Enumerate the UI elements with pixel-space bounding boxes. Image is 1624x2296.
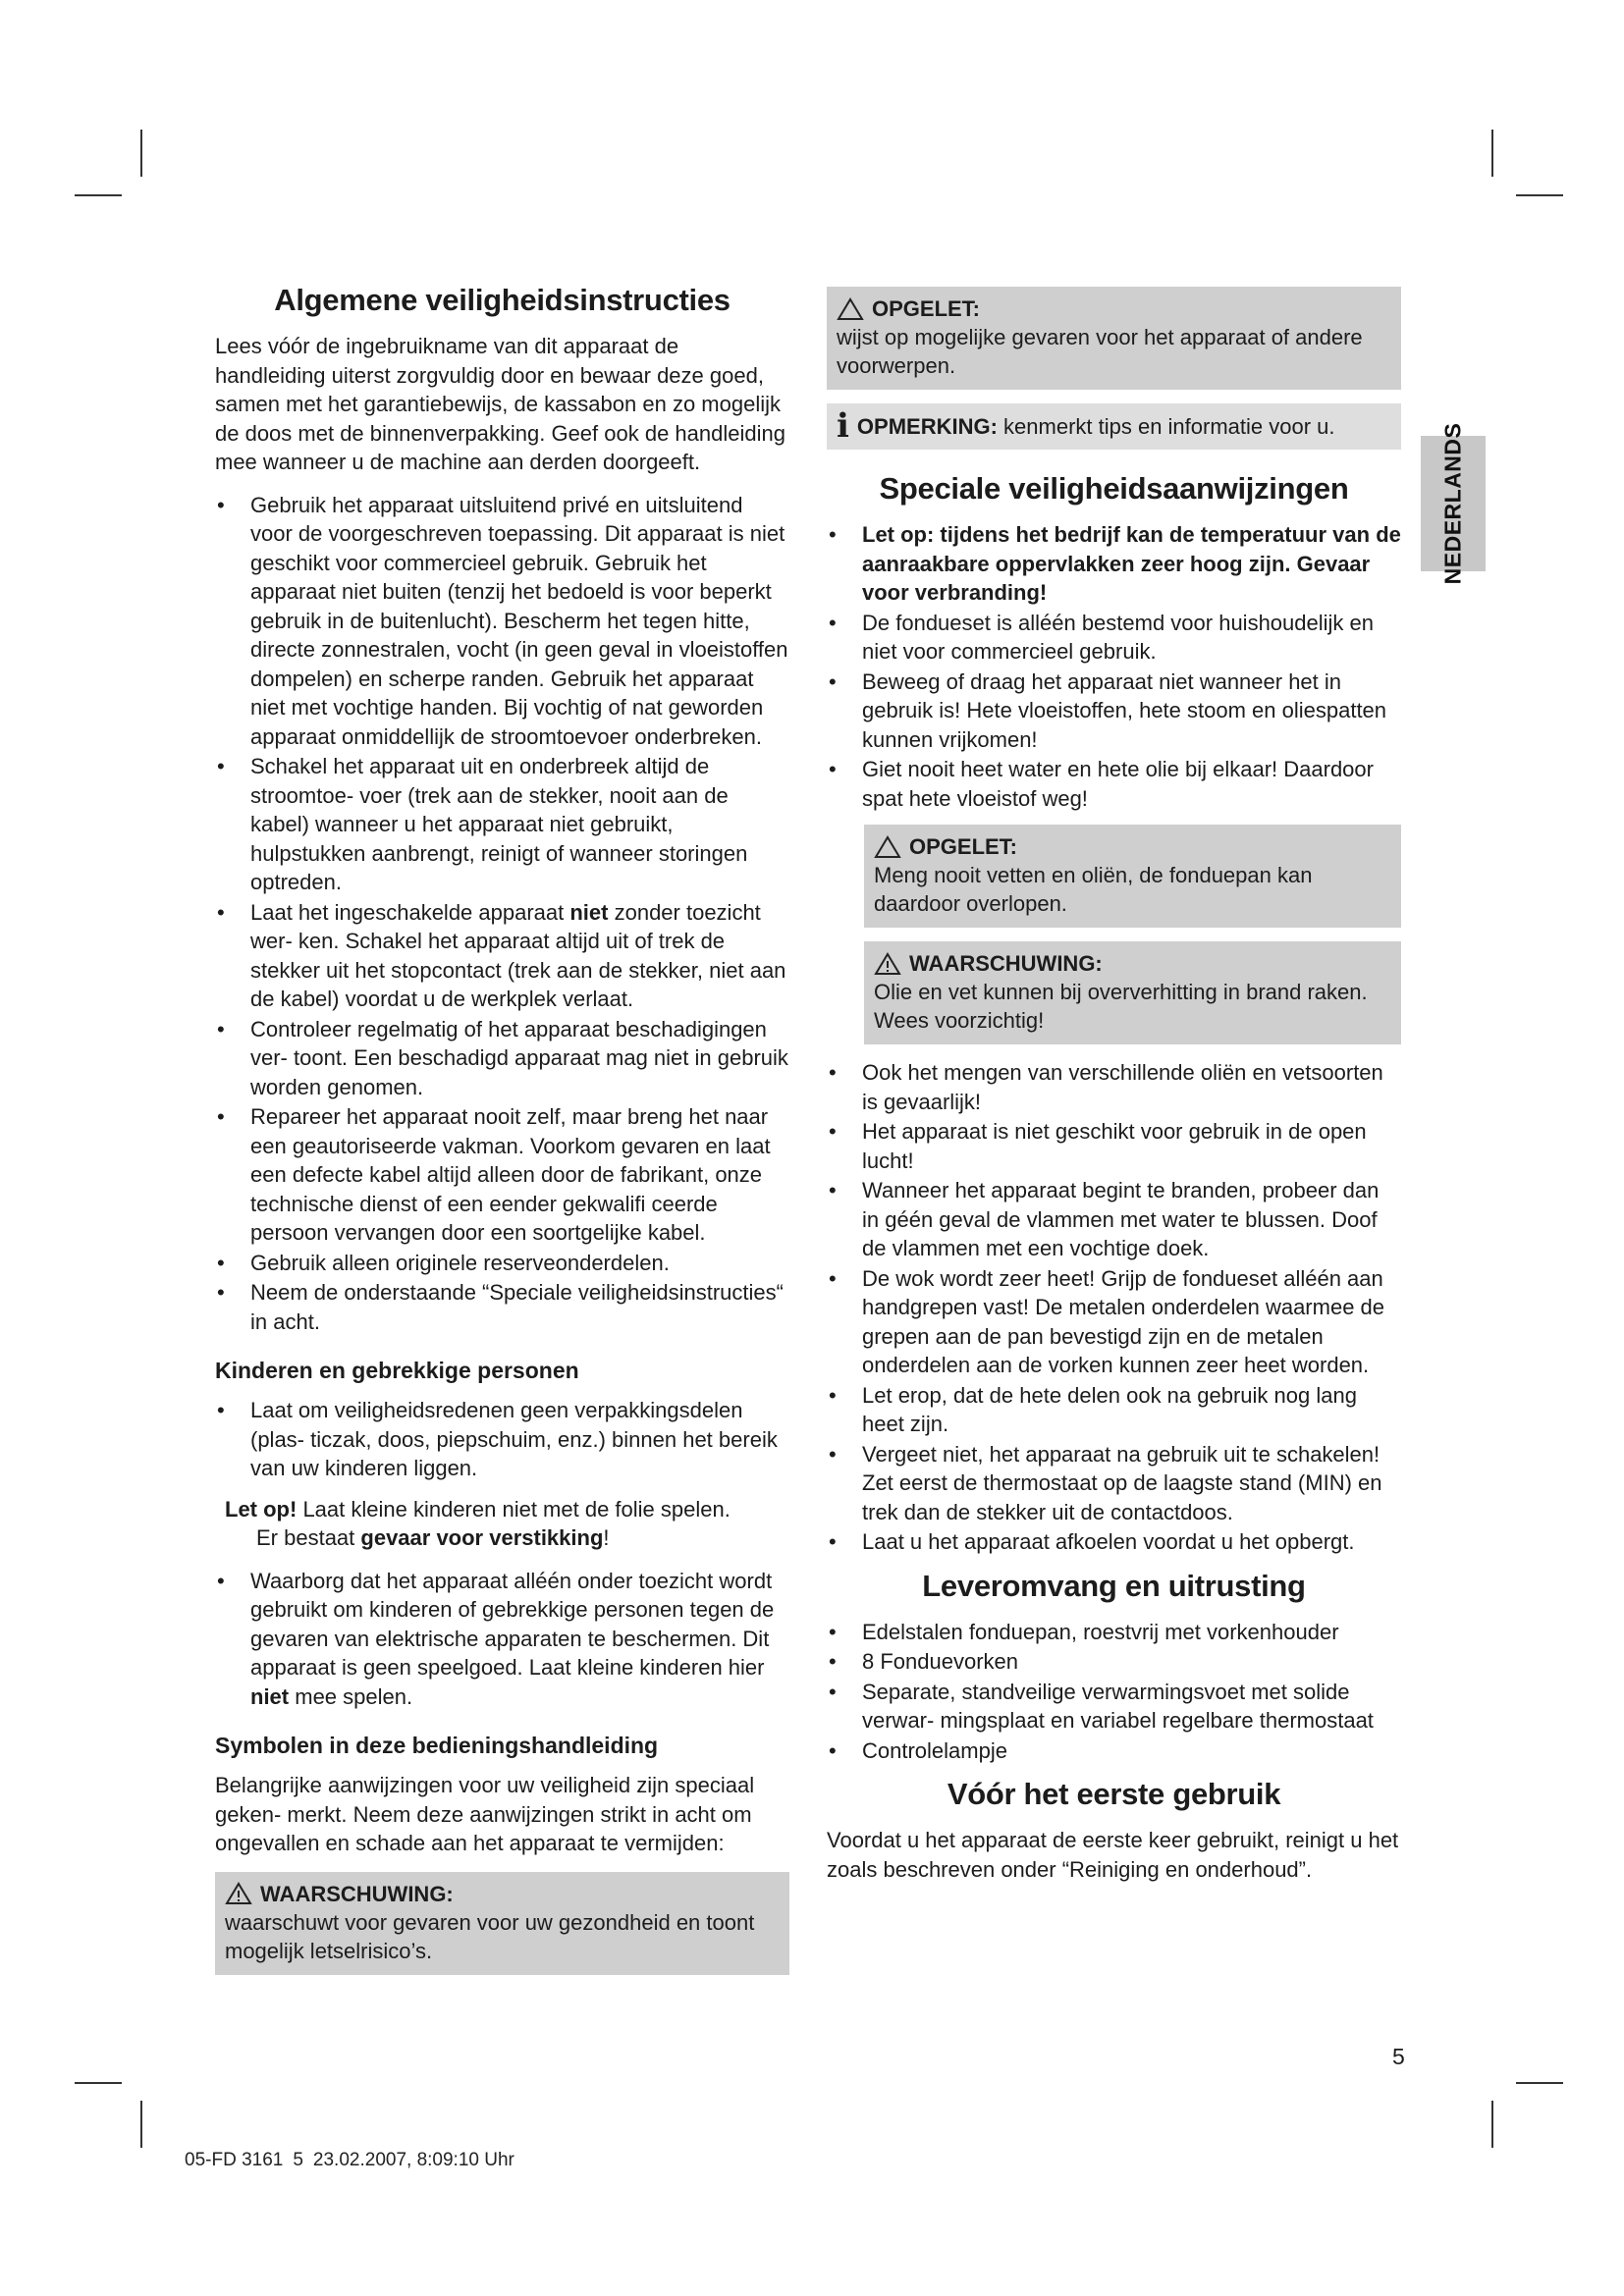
section-title-scope: Leveromvang en uitrusting: [922, 1568, 1306, 1603]
bullet-icon: •: [217, 899, 225, 925]
crop-mark: [1491, 2101, 1493, 2148]
safety-bullet-list: [215, 491, 789, 1337]
list-item: • Gebruik het apparaat uitsluitend privé en uitsluitend voor de voorgeschreven toepassing. Dit apparaat is niet geschikt voor commercieel gebruik. Gebruik het apparaat niet buiten (tenzij het bedoeld is voor beperkt gebruik in de buitenlucht). Bescherm het tegen hitte, directe zonnestralen, vocht (in geen geval in vloeistoffen dompelen) en scherpe randen. Gebruik het apparaat niet met vochtige handen. Bij vochtig of nat geworden apparaat onmiddellijk de stroomtoevoer onderbreken.: [217, 492, 788, 749]
subheading-children: Kinderen en gebrekkige personen: [215, 1358, 579, 1383]
bullet-icon: •: [829, 1679, 837, 1704]
list-item: • 8 Fonduevorken: [827, 1647, 1401, 1677]
bullet-icon: •: [217, 492, 225, 517]
list-item: • Giet nooit heet water en hete olie bij elkaar! Daardoor spat hete vloeistof weg!: [829, 757, 1374, 811]
children-bullet-list-2: [215, 1567, 789, 1712]
bullet-icon: •: [829, 1178, 837, 1202]
subheading-symbols: Symbolen in deze bedieningshandleiding: [215, 1733, 659, 1758]
warning-triangle-icon: [874, 952, 901, 976]
caution-box-2: OPGELET: Meng nooit vetten en oliën, de fonduepan kan daardoor overlopen.: [864, 825, 1401, 928]
section-title-special-safety: Speciale veiligheidsaanwijzingen: [879, 471, 1349, 506]
bullet-icon: •: [829, 610, 837, 635]
bullet-icon: •: [217, 1250, 225, 1275]
let-op-note: Let op! Laat kleine kinderen niet met de folie spelen. Er bestaat gevaar voor verstikking!: [225, 1496, 731, 1550]
print-footer: 05-FD 3161 5 23.02.2007, 8:09:10 Uhr: [185, 2150, 514, 2170]
warning-triangle-icon: [225, 1882, 252, 1905]
bullet-icon: •: [829, 1737, 837, 1763]
warning-box: WAARSCHUWING: waarschuwt voor gevaren voor uw gezondheid en toont mogelijk letselrisico’s.: [215, 1872, 789, 1975]
note-box: iOPMERKING: kenmerkt tips en informatie voor u.: [827, 403, 1401, 450]
list-item: • Beweeg of draag het apparaat niet wanneer het in gebruik is! Hete vloeistoffen, hete stoom en oliespatten kunnen vrijkomen!: [829, 668, 1387, 752]
bullet-icon: •: [829, 1649, 837, 1674]
right-column: [827, 287, 1401, 1897]
bullet-icon: •: [217, 1568, 225, 1593]
bullet-icon: •: [829, 1441, 837, 1467]
list-item: • Het apparaat is niet geschikt voor gebruik in de open lucht!: [829, 1119, 1367, 1173]
list-item: • Laat u het apparaat afkoelen voordat u het opbergt.: [827, 1527, 1401, 1557]
list-item: • Let op: tijdens het bedrijf kan de temperatuur van de aanraakbare oppervlakken zeer hoog zijn. Gevaar voor verbranding!: [829, 522, 1401, 605]
bullet-icon: •: [217, 1016, 225, 1041]
caution-triangle-icon: [837, 297, 864, 321]
list-item: • Schakel het apparaat uit en onderbreek altijd de stroomtoe- voer (trek aan de stekker, nooit aan de kabel) wanneer u het apparaat niet gebruikt, hulpstukken aanbrengt, reinigt of wanneer storingen optreden.: [217, 754, 748, 894]
bullet-icon: •: [217, 754, 225, 778]
bullet-icon: •: [829, 522, 837, 547]
list-item: • De wok wordt zeer heet! Grijp de fondueset alléén aan handgrepen vast! De metalen onderdelen waarmee de grepen aan de pan bevestigd zijn en de metalen onderdelen aan de vorken kunnen zeer heet worden.: [829, 1265, 1385, 1377]
crop-mark: [75, 2082, 122, 2084]
list-item: • Vergeet niet, het apparaat na gebruik uit te schakelen! Zet eerst de thermostaat op de laagste stand (MIN) en trek dan de stekker uit de contactdoos.: [829, 1441, 1382, 1524]
crop-mark: [140, 2101, 142, 2148]
bullet-icon: •: [217, 1398, 225, 1422]
section-title-first-use: Vóór het eerste gebruik: [947, 1777, 1281, 1811]
list-item: • Separate, standveilige verwarmingsvoet met solide verwar- mingsplaat en variabel regelbare thermostaat: [829, 1679, 1374, 1733]
bullet-icon: •: [829, 1060, 837, 1085]
crop-mark: [1491, 130, 1493, 177]
scope-bullet-list: [827, 1618, 1401, 1766]
bullet-icon: •: [217, 1280, 225, 1305]
bullet-icon: •: [217, 1104, 225, 1129]
symbols-paragraph: Belangrijke aanwijzingen voor uw veiligheid zijn speciaal geken- merkt. Neem deze aanwijzingen strikt in acht om ongevallen en schade aan het apparaat te vermijden:: [215, 1773, 755, 1855]
caution-box: OPGELET: wijst op mogelijke gevaren voor het apparaat of andere voorwerpen.: [827, 287, 1401, 390]
warning-box-2: WAARSCHUWING: Olie en vet kunnen bij oververhitting in brand raken. Wees voorzichtig!: [864, 941, 1401, 1044]
page-number: 5: [1392, 2044, 1405, 2069]
intro-paragraph: Lees vóór de ingebruikname van dit apparaat de handleiding uiterst zorgvuldig door en bewaar deze goed, samen met het garantiebewijs, de kassabon en zo mogelijk de doos met de binnenverpakking. Geef ook de handleiding mee wanneer u de machine aan derden doorgeeft.: [215, 334, 785, 474]
list-item: • Wanneer het apparaat begint te branden, probeer dan in géén geval de vlammen met water te blussen. Doof de vlammen met een vochtige doek.: [829, 1178, 1380, 1260]
crop-mark: [1516, 2082, 1563, 2084]
bullet-icon: •: [829, 1529, 837, 1554]
crop-mark: [1516, 194, 1563, 196]
list-item: • Repareer het apparaat nooit zelf, maar breng het naar een geautoriseerde vakman. Voorkom gevaren en laat een defecte kabel altijd alleen door de fabrikant, onze technische dienst of een eender gekwalifi ceerde persoon vervangen door een soortgelijke kabel.: [217, 1104, 771, 1245]
list-item: • Let erop, dat de hete delen ook na gebruik nog lang heet zijn.: [829, 1382, 1357, 1436]
language-tab: [1421, 422, 1486, 585]
list-item: • Laat om veiligheidsredenen geen verpakkingsdelen (plas- ticzak, doos, piepschuim, enz.) binnen het bereik van uw kinderen liggen.: [217, 1398, 778, 1480]
bullet-icon: •: [829, 757, 837, 781]
section-title-general-safety: Algemene veiligheidsinstructies: [274, 283, 731, 317]
first-use-paragraph: Voordat u het apparaat de eerste keer gebruikt, reinigt u het zoals beschreven onder “Reiniging en onderhoud”.: [827, 1828, 1399, 1882]
bullet-icon: •: [829, 1382, 837, 1408]
bullet-icon: •: [829, 668, 837, 694]
list-item: • Edelstalen fonduepan, roestvrij met vorkenhouder: [827, 1618, 1401, 1647]
list-item: • Controleer regelmatig of het apparaat beschadigingen ver- toont. Een beschadigd apparaat mag niet in gebruik worden genomen.: [217, 1016, 788, 1099]
bullet-icon: •: [829, 1619, 837, 1644]
bullet-icon: •: [829, 1119, 837, 1144]
list-item: • Controlelampje: [827, 1736, 1401, 1766]
bullet-icon: •: [829, 1265, 837, 1291]
language-tab-label: NEDERLANDS: [1439, 422, 1466, 585]
info-icon: i: [837, 406, 849, 446]
crop-mark: [140, 130, 142, 177]
crop-mark: [75, 194, 122, 196]
list-item: • Neem de onderstaande “Speciale veiligheidsinstructies“ in acht.: [217, 1280, 784, 1334]
list-item: • De fondueset is alléén bestemd voor huishoudelijk en niet voor commercieel gebruik.: [829, 610, 1374, 664]
children-bullet-list: [215, 1396, 789, 1483]
special-bullet-list: [827, 520, 1401, 813]
list-item: • Laat het ingeschakelde apparaat niet zonder toezicht wer- ken. Schakel het apparaat altijd uit of trek de stekker uit het stopcontact (trek aan de stekker, niet aan de kabel) voordat u de werkplek verlaat.: [217, 899, 786, 1011]
left-column: [215, 275, 789, 1989]
list-item: • Gebruik alleen originele reserveonderdelen.: [215, 1249, 789, 1278]
list-item: • Waarborg dat het apparaat alléén onder toezicht wordt gebruikt om kinderen of gebrekkige personen tegen de gevaren van elektrische apparaten te beschermen. Dit apparaat is geen speelgoed. Laat kleine kinderen hier niet mee spelen.: [217, 1568, 775, 1709]
list-item: • Ook het mengen van verschillende oliën en vetsoorten is gevaarlijk!: [829, 1060, 1383, 1114]
caution-triangle-icon: [874, 835, 901, 859]
more-safety-bullet-list: [827, 1058, 1401, 1557]
